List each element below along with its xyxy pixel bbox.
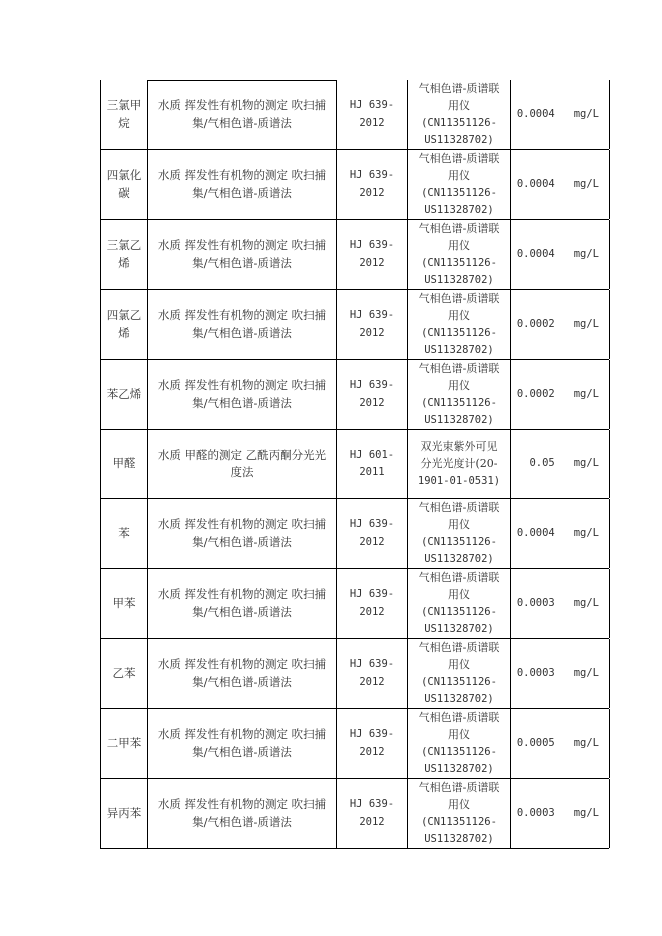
method-line: 水质 挥发性有机物的测定 吹扫捕 <box>157 587 327 601</box>
table-row <box>100 569 609 639</box>
detection-limit-cell <box>510 779 610 848</box>
method-cell <box>147 499 336 568</box>
method-line: 集/气相色谱-质谱法 <box>192 744 292 759</box>
method-cell <box>147 220 336 289</box>
method-line: 水质 挥发性有机物的测定 吹扫捕 <box>157 797 327 811</box>
detection-limit-value: 0.0004 mg/L <box>516 247 599 260</box>
method-cell <box>147 569 336 638</box>
detection-limit-cell <box>510 430 610 498</box>
standard-line: 2012 <box>359 116 385 129</box>
detection-limit-value: 0.0004 mg/L <box>516 177 599 190</box>
table-row <box>100 709 609 779</box>
method-line: 集/气相色谱-质谱法 <box>192 255 292 270</box>
instrument-line: (CN11351126- <box>421 535 497 548</box>
method-cell <box>147 639 336 708</box>
analyte-name-cell <box>100 290 147 359</box>
table-row <box>100 639 609 709</box>
detection-limit-value: 0.0003 mg/L <box>516 666 599 679</box>
standard-line: 2012 <box>359 326 385 339</box>
standard-line: 2012 <box>359 535 385 548</box>
table-row <box>100 499 609 569</box>
instrument-line: US11328702) <box>424 344 494 356</box>
method-line: 水质 挥发性有机物的测定 吹扫捕 <box>157 168 327 182</box>
standard-cell <box>336 290 407 359</box>
method-line: 水质 挥发性有机物的测定 吹扫捕 <box>157 238 327 252</box>
method-cell <box>147 360 336 429</box>
standard-line: HJ 639- <box>349 169 395 181</box>
analyte-name-cell <box>100 569 147 638</box>
instrument-line: 气相色谱-质谱联 <box>418 81 500 95</box>
method-line: 水质 挥发性有机物的测定 吹扫捕 <box>157 378 327 392</box>
detection-limit-cell <box>510 569 610 638</box>
analyte-name-cell <box>100 150 147 219</box>
instrument-cell <box>407 499 510 568</box>
standard-line: HJ 639- <box>349 309 395 321</box>
instrument-cell <box>407 569 510 638</box>
instrument-line: US11328702) <box>424 414 494 426</box>
standard-line: 2012 <box>359 745 385 758</box>
instrument-cell <box>407 220 510 289</box>
method-line: 集/气相色谱-质谱法 <box>192 674 292 689</box>
detection-limit-value: 0.0002 mg/L <box>516 317 599 330</box>
standard-cell <box>336 569 407 638</box>
method-line: 水质 挥发性有机物的测定 吹扫捕 <box>157 517 327 531</box>
instrument-line: 气相色谱-质谱联 <box>418 221 500 235</box>
instrument-cell <box>407 779 510 848</box>
detection-limit-value: 0.05 mg/L <box>529 457 599 470</box>
instrument-line: US11328702) <box>424 763 494 775</box>
analyte-name-cell <box>100 639 147 708</box>
method-cell <box>147 290 336 359</box>
table-row <box>100 779 609 849</box>
standard-cell <box>336 639 407 708</box>
instrument-cell <box>407 150 510 219</box>
method-line: 集/气相色谱-质谱法 <box>192 395 292 410</box>
detection-limit-cell <box>510 709 610 778</box>
instrument-line: US11328702) <box>424 623 494 635</box>
method-cell <box>147 779 336 848</box>
instrument-line: US11328702) <box>424 204 494 216</box>
detection-limit-cell <box>510 220 610 289</box>
instrument-cell <box>407 709 510 778</box>
method-line: 水质 甲醛的测定 乙酰丙酮分光光 <box>157 447 327 462</box>
method-line: 集/气相色谱-质谱法 <box>192 534 292 549</box>
instrument-line: 气相色谱-质谱联 <box>418 640 500 654</box>
instrument-line: 气相色谱-质谱联 <box>418 500 500 514</box>
instrument-line: (CN11351126- <box>421 326 497 339</box>
detection-limit-value: 0.0005 mg/L <box>516 736 599 749</box>
standard-cell <box>336 499 407 568</box>
standard-line: HJ 639- <box>349 658 395 670</box>
instrument-line: 气相色谱-质谱联 <box>418 291 500 305</box>
instrument-line: (CN11351126- <box>421 745 497 758</box>
standard-line: HJ 639- <box>349 99 395 111</box>
table-row <box>100 360 609 430</box>
standard-line: 2012 <box>359 605 385 618</box>
method-line: 集/气相色谱-质谱法 <box>192 115 292 130</box>
analyte-name-line: 异丙苯 <box>106 805 142 820</box>
standard-cell <box>336 220 407 289</box>
analyte-name-cell <box>100 779 147 848</box>
analyte-name-line: 碳 <box>118 185 130 200</box>
method-line: 集/气相色谱-质谱法 <box>192 604 292 619</box>
instrument-cell <box>407 360 510 429</box>
analyte-name-line: 三氯甲 <box>106 98 142 112</box>
standard-line: HJ 639- <box>349 239 395 251</box>
standard-line: 2012 <box>359 675 385 688</box>
analyte-name-line: 甲醛 <box>112 456 136 471</box>
detection-limit-cell <box>510 639 610 708</box>
standard-line: 2011 <box>359 466 385 478</box>
method-line: 水质 挥发性有机物的测定 吹扫捕 <box>157 727 327 741</box>
table-row <box>100 220 609 290</box>
analyte-name-line: 乙苯 <box>112 665 136 680</box>
standard-line: HJ 639- <box>349 518 395 530</box>
instrument-line: 用仪 <box>448 99 470 112</box>
table-row <box>100 150 609 220</box>
standard-line: 2012 <box>359 256 385 269</box>
analyte-name-line: 甲苯 <box>112 595 136 610</box>
instrument-cell <box>407 80 510 149</box>
method-line: 水质 挥发性有机物的测定 吹扫捕 <box>157 657 327 671</box>
standard-line: HJ 639- <box>349 588 395 600</box>
instrument-line: 用仪 <box>448 518 470 531</box>
standard-line: HJ 639- <box>349 728 395 740</box>
instrument-line: US11328702) <box>424 134 494 146</box>
standard-line: 2012 <box>359 396 385 409</box>
instrument-line: 双光束紫外可见 <box>420 439 498 453</box>
standard-cell <box>336 360 407 429</box>
table-row <box>100 430 609 499</box>
standard-cell <box>336 779 407 848</box>
instrument-line: 气相色谱-质谱联 <box>418 780 500 794</box>
analyte-name-cell <box>100 80 147 149</box>
instrument-cell <box>407 290 510 359</box>
instrument-line: 用仪 <box>448 169 470 182</box>
detection-limit-cell <box>510 499 610 568</box>
instrument-line: 用仪 <box>448 309 470 322</box>
instrument-line: 气相色谱-质谱联 <box>418 710 500 724</box>
analyte-name-cell <box>100 220 147 289</box>
detection-limit-value: 0.0002 mg/L <box>516 387 599 400</box>
instrument-line: US11328702) <box>424 833 494 845</box>
instrument-line: (CN11351126- <box>421 605 497 618</box>
analyte-name-line: 三氯乙 <box>106 238 142 252</box>
standard-line: HJ 639- <box>349 798 395 810</box>
analyte-name-line: 苯乙烯 <box>106 386 142 401</box>
method-cell <box>147 709 336 778</box>
analyte-name-line: 烷 <box>118 115 130 130</box>
instrument-line: 分光光度计(20- <box>420 457 498 471</box>
instrument-line: 用仪 <box>448 658 470 671</box>
analyte-name-cell <box>100 360 147 429</box>
detection-limit-value: 0.0004 mg/L <box>516 107 599 120</box>
method-cell <box>147 430 336 498</box>
standard-line: 2012 <box>359 815 385 828</box>
detection-limit-cell <box>510 360 610 429</box>
instrument-line: 气相色谱-质谱联 <box>418 361 500 375</box>
standard-cell <box>336 709 407 778</box>
detection-limit-value: 0.0003 mg/L <box>516 596 599 609</box>
standard-line: 2012 <box>359 186 385 199</box>
standard-cell <box>336 80 407 149</box>
analyte-name-cell <box>100 499 147 568</box>
method-cell <box>147 80 336 149</box>
analyte-name-line: 四氯化 <box>106 168 142 182</box>
instrument-line: (CN11351126- <box>421 116 497 129</box>
analyte-name-cell <box>100 709 147 778</box>
table-row <box>100 80 609 150</box>
detection-limit-cell <box>510 290 610 359</box>
instrument-line: (CN11351126- <box>421 256 497 269</box>
analyte-name-cell <box>100 430 147 498</box>
standard-cell <box>336 150 407 219</box>
instrument-line: 气相色谱-质谱联 <box>418 570 500 584</box>
standard-line: HJ 639- <box>349 379 395 391</box>
analyte-name-line: 烯 <box>118 255 130 270</box>
standard-line: HJ 601- <box>349 448 395 461</box>
detection-limit-value: 0.0004 mg/L <box>516 526 599 539</box>
method-line: 度法 <box>230 465 254 479</box>
instrument-line: 用仪 <box>448 588 470 601</box>
detection-limit-value: 0.0003 mg/L <box>516 806 599 819</box>
detection-limit-cell <box>510 80 610 149</box>
instrument-cell <box>407 639 510 708</box>
method-cell <box>147 150 336 219</box>
instrument-line: (CN11351126- <box>421 815 497 828</box>
analyte-name-line: 四氯乙 <box>106 308 142 322</box>
instrument-cell <box>407 430 510 498</box>
instrument-line: (CN11351126- <box>421 186 497 199</box>
detection-limit-cell <box>510 150 610 219</box>
instrument-line: 用仪 <box>448 728 470 741</box>
standard-cell <box>336 430 407 498</box>
table-row <box>100 290 609 360</box>
instrument-line: 1901-01-0531) <box>417 474 501 487</box>
method-line: 水质 挥发性有机物的测定 吹扫捕 <box>157 98 327 112</box>
instrument-line: 用仪 <box>448 798 470 811</box>
analyte-name-line: 二甲苯 <box>106 735 142 750</box>
instrument-line: 用仪 <box>448 379 470 392</box>
instrument-line: US11328702) <box>424 693 494 705</box>
method-line: 集/气相色谱-质谱法 <box>192 814 292 829</box>
analyte-name-line: 苯 <box>118 525 130 540</box>
instrument-line: US11328702) <box>424 274 494 286</box>
method-line: 集/气相色谱-质谱法 <box>192 325 292 340</box>
analyte-name-line: 烯 <box>118 325 130 340</box>
instrument-line: (CN11351126- <box>421 675 497 688</box>
method-line: 水质 挥发性有机物的测定 吹扫捕 <box>157 308 327 322</box>
instrument-line: 用仪 <box>448 239 470 252</box>
method-line: 集/气相色谱-质谱法 <box>192 185 292 200</box>
instrument-line: (CN11351126- <box>421 396 497 409</box>
instrument-line: 气相色谱-质谱联 <box>418 151 500 165</box>
instrument-line: US11328702) <box>424 553 494 565</box>
